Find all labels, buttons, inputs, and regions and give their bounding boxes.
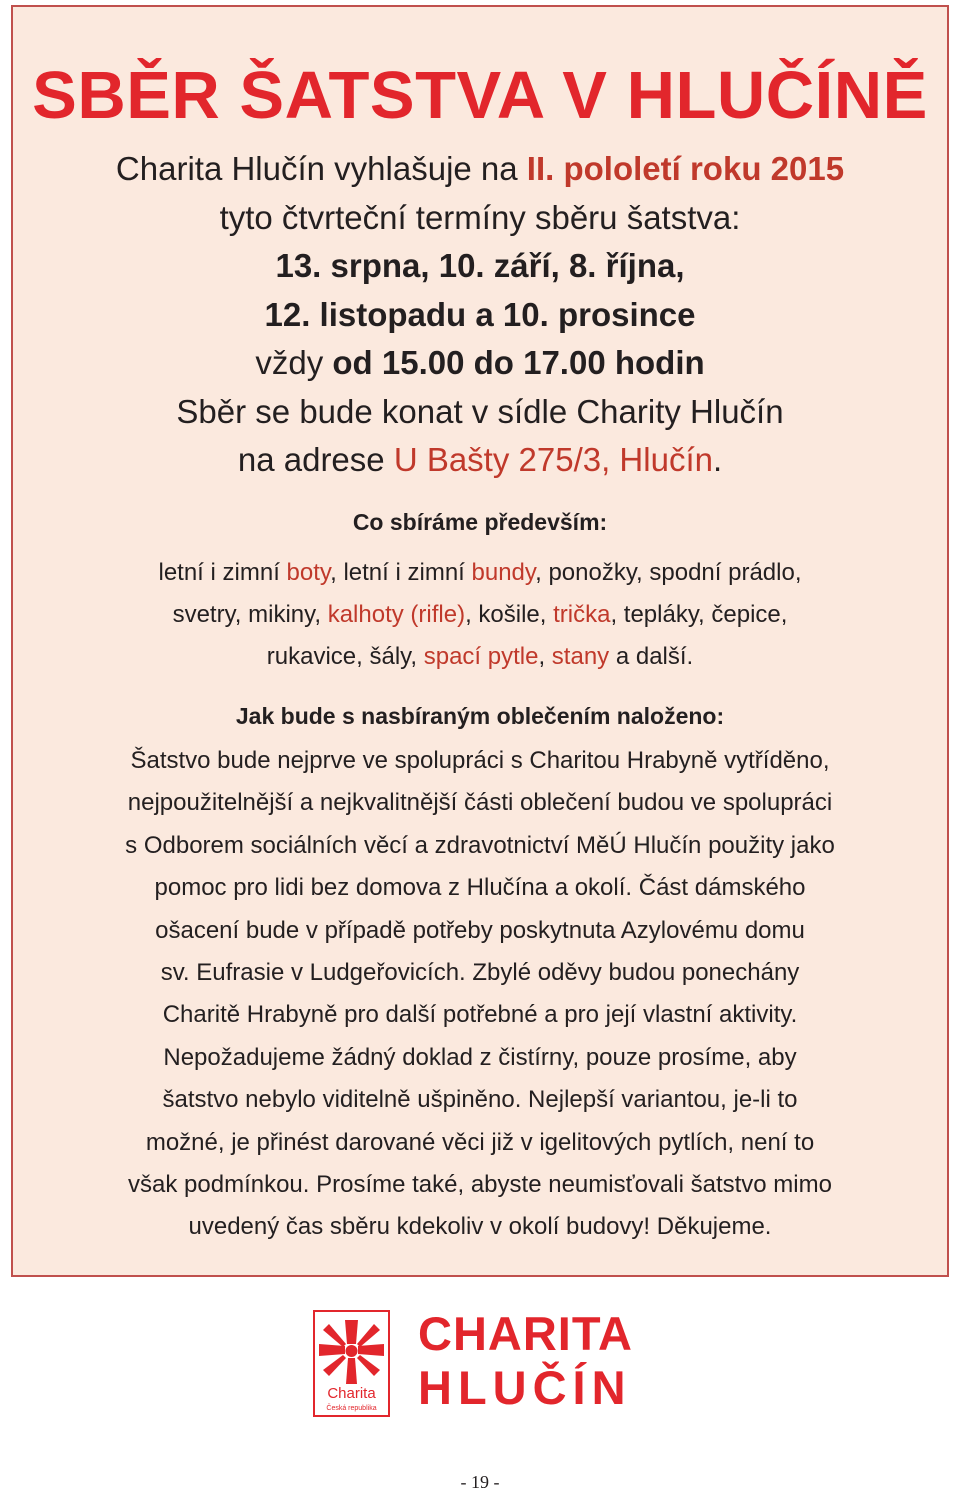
intro-line: tyto čtvrteční termíny sběru šatstva: — [219, 198, 741, 236]
collect-text: svetry, mikiny, — [172, 601, 328, 628]
poster-title: SBĚR ŠATSTVA V HLUČÍNĚ — [32, 58, 928, 133]
collect-text: , tepláky, čepice, — [610, 601, 788, 628]
time-line — [13, 339, 947, 388]
collect-line — [13, 594, 947, 636]
intro-text: . — [712, 441, 723, 478]
intro-line: Sběr se bude konat v sídle Charity Hlučín — [176, 392, 784, 430]
page-number: - 19 - — [460, 1472, 500, 1492]
highlighted-item: stany — [551, 643, 610, 670]
handling-line: šatstvo nebylo viditelně ušpiněno. Nejlepší variantou, je-li to — [162, 1086, 798, 1114]
intro-text: vždy — [255, 344, 333, 381]
highlighted-item: trička — [553, 601, 611, 628]
intro-line — [13, 145, 947, 194]
brand-wordmark — [418, 1307, 633, 1415]
highlighted-item: bundy — [471, 559, 536, 586]
semester-highlight: II. pololetí roku 2015 — [526, 150, 845, 187]
handling-line: však podmínkou. Prosíme také, abyste neumisťovali šatstvo mimo — [128, 1171, 832, 1199]
collect-text: , — [538, 643, 552, 670]
handling-heading: Jak bude s nasbíraným oblečením naloženo: — [235, 703, 725, 729]
handling-line: Charitě Hrabyně pro další potřebné a pro její vlastní aktivity. — [162, 1001, 798, 1029]
handling-line: pomoc pro lidi bez domova z Hlučína a okolí. Část dámského — [154, 874, 806, 902]
handling-line: s Odborem sociálních věcí a zdravotnictví MěÚ Hlučín použity jako — [125, 831, 835, 859]
collect-text: letní i zimní — [158, 559, 287, 586]
handling-line: uvedený čas sběru kdekoliv v okolí budovy! Děkujeme. — [188, 1213, 772, 1241]
brand-line: CHARITA — [418, 1307, 633, 1360]
address-highlight: U Bašty 275/3, Hlučín — [393, 441, 713, 478]
collect-text: , ponožky, spodní prádlo, — [535, 559, 802, 586]
logo-caption: Charita — [327, 1385, 376, 1402]
handling-line: Nepožadujeme žádný doklad z čistírny, pouze prosíme, aby — [163, 1043, 797, 1071]
handling-line: Šatstvo bude nejprve ve spolupráci s Charitou Hrabyně vytříděno, — [130, 747, 830, 774]
poster-panel — [11, 5, 949, 1277]
time-range: od 15.00 do 17.00 hodin — [332, 344, 705, 381]
intro-text: na adrese — [237, 441, 394, 478]
collect-text: rukavice, šály, — [266, 643, 424, 670]
intro-block — [13, 145, 947, 485]
logo-subcaption: Česká republika — [326, 1405, 377, 1412]
intro-text: Charita Hlučín vyhlašuje na — [115, 150, 527, 187]
address-line — [13, 436, 947, 485]
collect-text: , letní i zimní — [330, 559, 472, 586]
collect-line — [13, 636, 947, 678]
handling-line: ošacení bude v případě potřeby poskytnuta Azylovému domu — [155, 916, 805, 944]
highlighted-item: kalhoty (rifle) — [327, 601, 466, 628]
dates-line: 12. listopadu a 10. prosince — [264, 295, 696, 333]
handling-line: nejpoužitelnější a nejkvalitnější části oblečení budou ve spolupráci — [127, 789, 833, 817]
charita-logo — [313, 1310, 390, 1417]
handling-paragraph — [13, 740, 947, 1249]
collect-heading: Co sbíráme především: — [352, 509, 608, 535]
collect-text: a další. — [609, 643, 694, 670]
handling-line: možné, je přinést darované věci již v igelitových pytlích, není to — [145, 1128, 815, 1156]
charita-cross-icon — [315, 1314, 388, 1386]
collect-line — [13, 552, 947, 594]
collect-text: , košile, — [465, 601, 554, 628]
handling-line: sv. Eufrasie v Ludgeřovicích. Zbylé oděvy budou ponechány — [160, 959, 800, 987]
dates-line: 13. srpna, 10. září, 8. října, — [275, 247, 685, 284]
collect-list — [13, 552, 947, 678]
highlighted-item: boty — [286, 559, 331, 586]
highlighted-item: spací pytle — [423, 643, 539, 670]
brand-line: HLUČÍN — [418, 1361, 632, 1414]
